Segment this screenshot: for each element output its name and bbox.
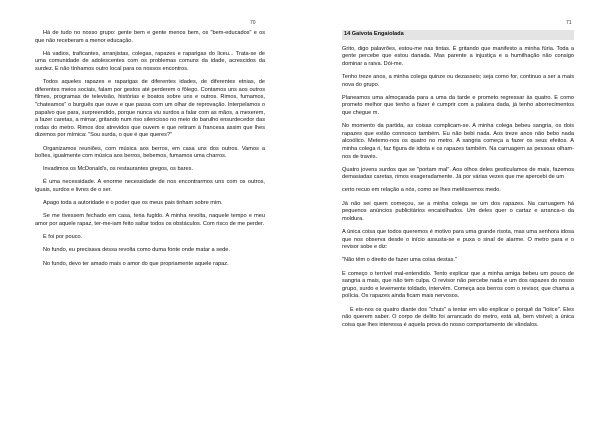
paragraph: Grito, digo palavrões, estou-me nas tintas. É gritando que manifesto a minha fúria. Toda a gente percebe que estou danada. Mas parente a injustiça e a humilhação não consigo dominar a raiva. Dói-me. xyxy=(342,45,574,67)
page-number: 71 xyxy=(566,20,572,26)
paragraph: Há vadios, traficantes, arranjistas, colegas, rapazes e raparigas do liceu... Trata-se de uma comunidade de adolescentes com os problemas comuns da idade, acrescidos da surdez. E não tínhamos outro local para os nossos encontros. xyxy=(35,50,265,72)
paragraph: E foi por pouco. xyxy=(43,234,83,241)
paragraph: No fundo, eu precisava dessa revolta como duma fonte onde matar a sede. xyxy=(43,247,230,254)
paragraph: Todos aqueles rapazes e raparigas de diferentes idades, de diferentes etnias, de diferentes meios sociais, falam por gestos até perderem o fôlego. Contamos uns aos outros filmes, programas de televisão, histórias e boatos sobre uns e outros. Rimos, fumamos, "chateamos" o burguês que ouve e que passa com um olhar de reprovação. Interpelamos o papalvo que para, surpreendido, porque nunca viu surdos a falar com as mãos, a mexerem, a fazer caretas, a mimar, gritando num riso silencioso no meio do barulho ensurdecedor das rodas do metro. Rimos dos atrevidos que ouvem e que retiram à francesa assim que lhes dizemos por mímica: "Sou surda, o que é que queres?" xyxy=(35,79,265,139)
paragraph: No momento da partida, as coisas complicam-se. A minha colega bebeu sangria, os dois rapazes que estão connosco também. Eu não bebi nada. Aos treze anos não bebo nada alcoólico. Metemo-nos os quatro no metro. A sangria começa a fazer os seus efeitos. A minha colega ri, faz figura de idiota e os rapazes também. Na carruagem as pessoas olham-nos de través. xyxy=(342,123,574,160)
paragraph: "Não têm o direito de fazer uma coisa destas." xyxy=(342,257,457,264)
paragraph: Já não sei quem começou, se a minha colega se um dos rapazes. Na carruagem há pequenos anúncios publicitários encaixilhados. Um deles quer o cartaz e arranca-o da moldura. xyxy=(342,200,574,222)
paragraph: Tenho treze anos, a minha colega quinze ou dezasseis; seja como for, continuo a ser a mais nova do grupo. xyxy=(342,73,574,88)
page-number: 70 xyxy=(250,20,256,26)
paragraph: Planeamos uma almoçarada para a uma da tarde e prometo regressar às quatro. E como prometo melhor que tenho a fazer é cumprir com a palavra dada, já tenho aborrecimentos que chegue m. xyxy=(342,94,574,116)
paragraph: E eis-nos os quatro diante dos "chuis" a tentar em vão explicar o porquê da "loiice". Eles não querem saber. O corpo de delito foi arrancado do metro, está ali, bem visível; a única coisa que lhes interessa é aquela prova do nosso comportamento de vândalos. xyxy=(342,306,574,328)
paragraph: certo recuo em relação a nós, como se lhes metêssemos medo. xyxy=(342,187,501,194)
paragraph: Apago toda a autoridade e o poder que os meus pais tinham sobre mim. xyxy=(43,200,223,207)
paragraph: Invadimos os McDonald's, os restaurantes gregos, os bares. xyxy=(43,166,193,173)
right-text-column xyxy=(342,30,574,335)
paragraph: E começo o terrível mal-entendido. Tento explicar que a minha amiga bebeu um pouco de sangria a mais, que não tem culpa. O revisor não percebe nada e um dos rapazes do nosso grupo, surdo e levemente toldado, intervém. Começa aos berros com o revisor, que chama a polícia. Os rapazes ainda ficam mais nervosos. xyxy=(342,270,574,300)
right-page xyxy=(300,0,600,424)
paragraph: Se me tivessem fechado em casa, teria fugido. A minha revolta, naquele tempo e meu amor por aquele rapaz, ter-me-iam feito saltar todos os obstáculos. Com risco de me perder. xyxy=(35,213,265,228)
paragraph: Há de tudo no nosso grupo: gente bem e gente menos bem, os "bem-educados" e os que não receberam a menor educação. xyxy=(35,30,265,44)
paragraph: Organizamos reuniões, com música aos berros, em casa uns dos outros. Vamos a boîtes, igualmente com música aos berros, bebemos, fumamos uma charros. xyxy=(35,145,265,160)
paragraph: No fundo, devo ter amado mais o amor do que propriamente aquele rapaz. xyxy=(43,260,229,267)
paragraph: Quatro jovens surdos que se "portam mal". Aos olhos deles gesticulamos de mais, fazemos demasiadas caretas, rimos exageradamente. Já por várias vezes que me apercebi de um xyxy=(342,166,574,181)
chapter-heading: 14 Gaivota Engaiolada xyxy=(342,30,574,40)
paragraph: A única coisa que todos queremos é motivo para uma grande risota, mas uma senhora idosa que nos observa desde o início assusta-se e puxa o sinal de alarme. O metro para e o revisor sobe e diz: xyxy=(342,229,574,251)
paragraph: É uma necessidade. A enorme necessidade de nos encontrarmos uns com os outros, iguais, surdos e livres de o ser. xyxy=(35,179,265,194)
left-text-column xyxy=(35,30,265,274)
